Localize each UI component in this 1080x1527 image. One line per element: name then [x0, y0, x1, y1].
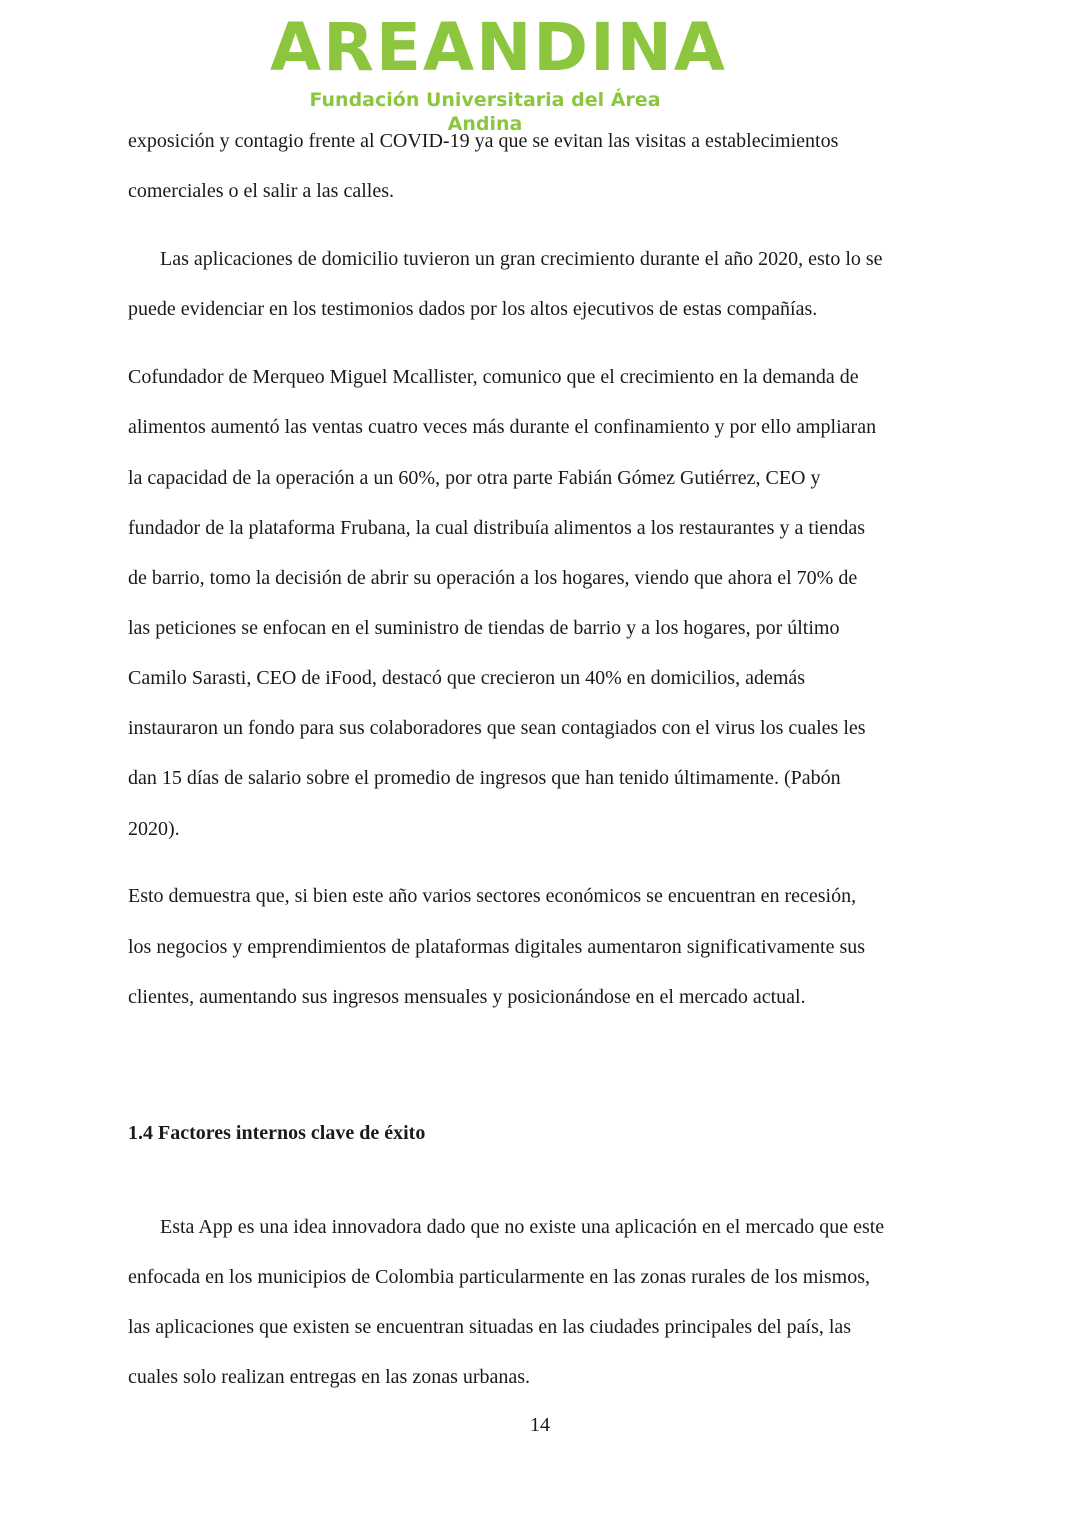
paragraph-line: cuales solo realizan entregas en las zonas urbanas. — [128, 1366, 531, 1388]
page-number: 14 — [530, 1414, 550, 1436]
paragraph-line: Esta App es una idea innovadora dado que no existe una aplicación en el mercado que este — [160, 1216, 885, 1238]
paragraph-line: exposición y contagio frente al COVID-19 ya que se evitan las visitas a establecimientos — [128, 130, 839, 152]
paragraph-line: alimentos aumentó las ventas cuatro veces más durante el confinamiento y por ello ampliaran — [128, 416, 877, 438]
paragraph-line: clientes, aumentando sus ingresos mensuales y posicionándose en el mercado actual. — [128, 986, 806, 1008]
paragraph-line: Camilo Sarasti, CEO de iFood, destacó que crecieron un 40% en domicilios, además — [128, 667, 806, 689]
paragraph-line: Esto demuestra que, si bien este año varios sectores económicos se encuentran en recesión, — [128, 885, 857, 907]
paragraph-line: puede evidenciar en los testimonios dados por los altos ejecutivos de estas compañías. — [128, 298, 818, 320]
paragraph-line: fundador de la plataforma Frubana, la cual distribuía alimentos a los restaurantes y a tiendas — [128, 517, 865, 539]
paragraph-line: Cofundador de Merqueo Miguel Mcallister, comunico que el crecimiento en la demanda de — [128, 366, 859, 388]
paragraph-line: comerciales o el salir a las calles. — [128, 180, 394, 202]
logo-subtitle: Fundación Universitaria del Área Andina — [309, 89, 661, 135]
paragraph-line: 2020). — [128, 818, 180, 840]
paragraph-line: las peticiones se enfocan en el suministro de tiendas de barrio y a los hogares, por último — [128, 617, 840, 639]
section-heading: 1.4 Factores internos clave de éxito — [128, 1122, 426, 1144]
paragraph-line: las aplicaciones que existen se encuentran situadas en las ciudades principales del país, las — [128, 1316, 852, 1338]
paragraph-line: de barrio, tomo la decisión de abrir su operación a los hogares, viendo que ahora el 70% de — [128, 567, 858, 589]
paragraph-line: los negocios y emprendimientos de plataformas digitales aumentaron significativamente sus — [128, 936, 866, 958]
logo-name: AREANDINA — [270, 9, 727, 86]
areandina-logo — [270, 9, 727, 135]
paragraph-line: enfocada en los municipios de Colombia particularmente en las zonas rurales de los mismos, — [128, 1266, 871, 1288]
paragraph-line: dan 15 días de salario sobre el promedio de ingresos que han tenido últimamente. (Pabón — [128, 767, 841, 789]
paragraph-line: instauraron un fondo para sus colaboradores que sean contagiados con el virus los cuales les — [128, 717, 866, 739]
paragraph-line: Las aplicaciones de domicilio tuvieron un gran crecimiento durante el año 2020, esto lo se — [160, 248, 883, 270]
paragraph-line: la capacidad de la operación a un 60%, por otra parte Fabián Gómez Gutiérrez, CEO y — [128, 467, 821, 489]
